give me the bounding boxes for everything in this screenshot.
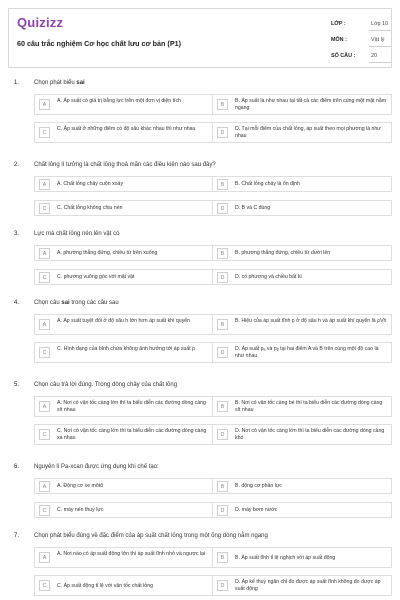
answer-option-a[interactable] [34, 314, 214, 335]
meta-label: MÔN : [331, 37, 347, 43]
option-text: B. Nơi có vận tốc càng bé thì ta biểu diễn các đường dòng càng sít nhau [235, 400, 383, 413]
worksheet-header [8, 8, 392, 68]
option-text: D. máy bơm nước [235, 507, 278, 513]
option-letter-badge: B [217, 248, 228, 259]
option-text: C. Hình dạng của bình chứa không ảnh hưởng tới áp suất p [57, 346, 196, 352]
question-number: 5. [14, 382, 20, 388]
question-2 [8, 162, 392, 222]
option-text: B. phương thẳng đứng, chiều từ dưới lên [235, 250, 331, 256]
option-text: D. B và C đúng [235, 205, 271, 211]
answer-option-a[interactable] [34, 396, 214, 417]
answer-option-d[interactable] [212, 575, 392, 596]
worksheet-meta [331, 17, 391, 65]
option-text: D. có phương và chiều bất kì [235, 274, 302, 280]
meta-value: Vật lý [371, 37, 385, 43]
option-text: C. Áp suất động tỉ lệ với vận tốc chất lỏng [57, 583, 153, 589]
option-text: A. Nơi nào có áp suất động lớn thì áp suất tĩnh nhỏ và ngược lại [57, 551, 206, 557]
answer-option-b[interactable] [212, 94, 392, 115]
answer-option-b[interactable] [212, 547, 392, 568]
quizizz-logo: Quizizz [17, 15, 64, 30]
option-letter-badge: A [39, 179, 50, 190]
question-7 [8, 533, 392, 599]
answer-option-d[interactable] [212, 342, 392, 363]
option-letter-badge: C [39, 347, 50, 358]
option-letter-badge: C [39, 203, 50, 214]
question-number: 1. [14, 80, 20, 86]
option-letter-badge: A [39, 99, 50, 110]
option-letter-badge: C [39, 580, 50, 591]
option-letter-badge: C [39, 272, 50, 283]
option-text: B. Áp suất là như nhau tại tất cả các điểm trên cùng một mặt nằm ngang [235, 98, 387, 111]
meta-row-class [331, 17, 391, 33]
answer-option-a[interactable] [34, 94, 214, 115]
option-letter-badge: B [217, 552, 228, 563]
answer-option-d[interactable] [212, 200, 392, 216]
option-text: A. phương thẳng đứng, chiều từ trên xuống [57, 250, 158, 256]
answer-option-b[interactable] [212, 478, 392, 494]
option-letter-badge: A [39, 552, 50, 563]
option-letter-badge: D [217, 347, 228, 358]
option-letter-badge: B [217, 179, 228, 190]
option-text: A. Áp suất tuyệt đối ở độ sâu h lớn hơn áp suất khí quyển [57, 318, 191, 324]
answer-option-d[interactable] [212, 424, 392, 445]
answer-option-d[interactable] [212, 122, 392, 143]
option-letter-badge: C [39, 127, 50, 138]
answer-option-d[interactable] [212, 502, 392, 518]
option-letter-badge: D [217, 127, 228, 138]
question-text: Chọn phát biểu sai [34, 80, 85, 86]
option-text: C. Nơi có vận tốc càng lớn thì ta biểu diễn các đường dòng càng xa nhau [57, 428, 207, 441]
question-number: 2. [14, 162, 20, 168]
question-6 [8, 464, 392, 524]
option-letter-badge: B [217, 401, 228, 412]
option-letter-badge: B [217, 481, 228, 492]
question-number: 7. [14, 533, 20, 539]
option-text: D. Nơi có vận tốc càng lớn thì ta biểu diễn các đường dòng càng khó [235, 428, 385, 441]
answer-option-a[interactable] [34, 176, 214, 192]
option-letter-badge: D [217, 580, 228, 591]
answer-option-c[interactable] [34, 269, 214, 285]
question-number: 3. [14, 231, 20, 237]
answer-option-c[interactable] [34, 342, 214, 363]
option-letter-badge: B [217, 319, 228, 330]
meta-value: 20 [371, 53, 377, 59]
answer-option-c[interactable] [34, 424, 214, 445]
answer-option-d[interactable] [212, 269, 392, 285]
meta-label: LỚP : [331, 21, 346, 27]
option-letter-badge: A [39, 319, 50, 330]
option-letter-badge: D [217, 505, 228, 516]
option-text: B. Hiệu của áp suất tĩnh p ở độ sâu h và áp suất khí quyển là ρVh [235, 318, 387, 324]
question-text: Chất lỏng lí tưởng là chất lỏng thoả mãn các điều kiện nào sau đây? [34, 162, 216, 168]
option-letter-badge: D [217, 203, 228, 214]
option-text: D. Áp suất pₐ và pᵦ tại hai điểm A và B trên cùng một độ cao là như nhau [235, 346, 379, 359]
option-text: B. Áp suất tĩnh tỉ lệ nghịch với áp suất động [235, 555, 336, 561]
answer-option-c[interactable] [34, 502, 214, 518]
question-1 [8, 80, 392, 152]
question-text: Chọn phát biểu đúng về đặc điểm của áp suất chất lỏng trong một ống dòng nằm ngang [34, 533, 268, 539]
meta-label: SỐ CÂU : [331, 53, 356, 59]
answer-option-b[interactable] [212, 245, 392, 261]
option-letter-badge: A [39, 481, 50, 492]
answer-option-c[interactable] [34, 122, 214, 143]
meta-row-subject [331, 33, 391, 49]
answer-option-a[interactable] [34, 478, 214, 494]
answer-option-a[interactable] [34, 245, 214, 261]
option-text: C. phương vuông góc với mặt vật [57, 274, 135, 280]
question-number: 4. [14, 300, 20, 306]
option-text: A. Chất lỏng chảy cuộn xoáy [57, 181, 124, 187]
option-text: C. máy nén thuỷ lực [57, 507, 104, 513]
question-text: Lực mà chất lỏng nén lên vật có [34, 231, 120, 237]
answer-option-b[interactable] [212, 396, 392, 417]
option-letter-badge: A [39, 248, 50, 259]
option-text: A. Nơi có vận tốc càng lớn thì ta biểu diễn các đường dòng càng sít nhau [57, 400, 206, 413]
option-text: B. Chất lỏng chảy là ổn định [235, 181, 300, 187]
option-text: A. Động cơ xe môtô [57, 483, 104, 489]
question-4 [8, 300, 392, 372]
meta-value: Lớp 10 [371, 21, 389, 27]
divider [369, 62, 391, 63]
option-text: C. Áp suất ở những điểm có độ sâu khác nhau thì như nhau [57, 126, 196, 132]
option-text: A. Áp suất có giá trị bằng lực trên một đơn vị diện tích [57, 98, 181, 104]
option-letter-badge: C [39, 505, 50, 516]
question-number: 6. [14, 464, 20, 470]
answer-option-c[interactable] [34, 200, 214, 216]
option-text: B. động cơ phản lực [235, 483, 282, 489]
page-title: 60 câu trắc nghiệm Cơ học chất lưu cơ bản (P1) [17, 39, 182, 48]
question-3 [8, 231, 392, 291]
answer-option-a[interactable] [34, 547, 214, 568]
answer-option-c[interactable] [34, 575, 214, 596]
divider [369, 30, 391, 31]
divider [369, 46, 391, 47]
question-text: Chọn câu sai trong các câu sau [34, 300, 119, 306]
option-text: D. Tại mỗi điểm của chất lỏng, áp suất theo mọi phương là như nhau [235, 126, 381, 139]
option-text: D. Áp kế thuỷ ngân chỉ đo được áp suất tĩnh không đo được áp suất động [235, 579, 381, 592]
option-letter-badge: B [217, 99, 228, 110]
option-letter-badge: A [39, 401, 50, 412]
question-5 [8, 382, 392, 454]
option-letter-badge: D [217, 272, 228, 283]
option-letter-badge: D [217, 429, 228, 440]
answer-option-b[interactable] [212, 176, 392, 192]
option-text: C. Chất lỏng không chịu nén [57, 205, 123, 211]
option-letter-badge: C [39, 429, 50, 440]
question-text: Nguyên lí Pa-xcan được ứng dụng khi chế tạo: [34, 464, 159, 470]
question-text: Chọn câu trả lời đúng. Trong dòng chảy của chất lỏng [34, 382, 178, 388]
answer-option-b[interactable] [212, 314, 392, 335]
meta-row-count [331, 49, 391, 65]
